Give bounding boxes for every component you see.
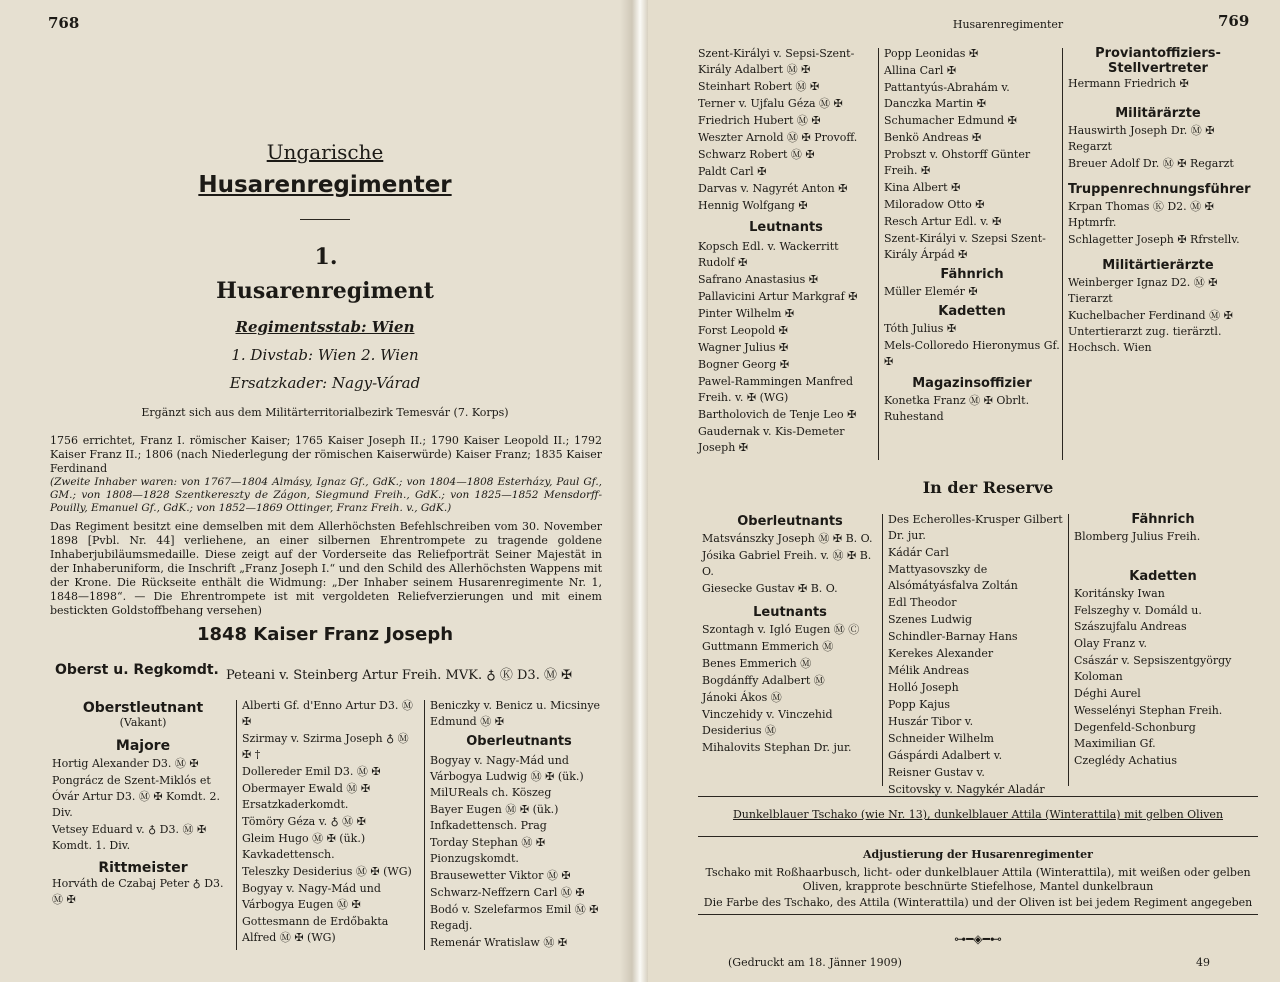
entry: Bogyay v. Nagy-Mád und Várbogya Eugen Ⓜ ✠ <box>242 882 381 911</box>
entry: Allina Carl ✠ <box>884 64 957 77</box>
divider <box>300 219 350 220</box>
h-militaertieraerzte: Militärtierärzte <box>1102 258 1214 273</box>
history-text: 1756 errichtet, Franz I. römischer Kaiser; 1765 Kaiser Joseph II.; 1790 Kaiser Leopold II.; 1792 Kaiser Franz II.; 1806 (nach Niederlegung der römischen Kaiserwürde) Kaiser Franz; 1835 Kaiser Ferdinand <box>50 434 602 475</box>
col-rule <box>424 700 425 950</box>
entry: Schwarz Robert Ⓜ ✠ <box>698 148 815 161</box>
h-majore: Majore <box>115 738 171 754</box>
entry: Probszt v. Ohstorff Günter Freih. ✠ <box>884 148 1031 177</box>
entry: Müller Elemér ✠ <box>884 285 978 298</box>
entry: Bogyay v. Nagy-Mád und Várbogya Ludwig Ⓜ ✠ (ük.) MilUReals ch. Köszeg <box>430 754 584 799</box>
h-rittmeister: Rittmeister <box>98 860 188 876</box>
col-rule <box>878 48 879 460</box>
entry: Forst Leopold ✠ <box>698 324 788 337</box>
entry: Popp Kajus <box>888 698 951 711</box>
entry: Schlagetter Joseph ✠ Rfrstellv. <box>1068 233 1240 246</box>
entry: Popp Leonidas ✠ <box>884 47 979 60</box>
entry: Szent-Királyi v. Szepsi Szent-Király Árpád ✠ <box>884 232 1046 261</box>
h-faehnrich: Fähnrich <box>940 267 1004 282</box>
entry: Guttmann Emmerich Ⓜ <box>702 640 834 653</box>
h-res-faehnrich: Fähnrich <box>1131 512 1195 527</box>
vakant: (Vakant) <box>119 716 167 729</box>
entry: Des Echerolles-Krusper Gilbert Dr. jur. <box>888 513 1063 542</box>
divider <box>698 914 1258 915</box>
major-2: Pongrácz de Szent-Miklós et Óvár Artur D3. Ⓜ ✠ Komdt. 2. Div. <box>52 774 220 819</box>
regimentsstab: Regimentsstab: Wien <box>235 318 415 336</box>
inhaber-text: (Zweite Inhaber waren: von 1767—1804 Almásy, Ignaz Gf., GdK.; von 1804—1808 Esterházy, Paul Gf., GM.; von 1808—1828 Szentkereszty de Zágon, Siegmund Freih., GdK.; von 1825—1852 Mensdorff-Pouilly, Emanuel Gf., GdK.; von 1852—1869 Ottinger, Franz Freih. v., GdK.) <box>50 476 602 514</box>
entry: Hauswirth Joseph Dr. Ⓜ ✠ Regarzt <box>1068 124 1215 153</box>
col-staff <box>52 700 234 909</box>
entry: Schindler-Barnay Hans <box>888 630 1018 643</box>
entry: Weszter Arnold Ⓜ ✠ Provoff. <box>698 131 858 144</box>
adjustierung-title: Adjustierung der Husarenregimenter <box>863 848 1093 861</box>
h-oberstleutnant: Oberstleutnant <box>82 700 204 716</box>
entry: Teleszky Desiderius Ⓜ ✠ (WG) <box>242 865 412 878</box>
heading-ungarische: Ungarische <box>266 140 384 164</box>
entry: Benes Emmerich Ⓜ <box>702 657 812 670</box>
entry: Breuer Adolf Dr. Ⓜ ✠ Regarzt <box>1068 157 1234 170</box>
oberst-value: Peteani v. Steinberg Artur Freih. MVK. ♁ Ⓚ D3. Ⓜ ✠ <box>226 668 572 683</box>
sheet-number: 49 <box>1196 956 1210 969</box>
entry: Gáspárdi Adalbert v. <box>888 749 1003 762</box>
entry: Bayer Eugen Ⓜ ✠ (ük.) Infkadettensch. Prag <box>430 803 559 832</box>
entry: Kerekes Alexander <box>888 647 994 660</box>
entry: Terner v. Ujfalu Géza Ⓜ ✠ <box>698 97 843 110</box>
entry: Szirmay v. Szirma Joseph ♁ Ⓜ ✠ † <box>242 732 409 761</box>
col-b <box>884 46 1060 426</box>
h-kadetten: Kadetten <box>938 304 1006 319</box>
h-militaeraerzte: Militärärzte <box>1115 106 1201 121</box>
ergaenzt-text: Ergänzt sich aus dem Militärterritorialbezirk Temesvár (7. Korps) <box>141 406 509 419</box>
entry: Resch Artur Edl. v. ✠ <box>884 215 1002 228</box>
entry: Wesselényi Stephan Freih. <box>1074 704 1223 717</box>
entry: Safrano Anastasius ✠ <box>698 273 819 286</box>
entry: Schumacher Edmund ✠ <box>884 114 1017 127</box>
entry: Mélik Andreas <box>888 664 970 677</box>
entry: Szent-Királyi v. Sepsi-Szent-Király Adalbert Ⓜ ✠ <box>698 47 855 76</box>
entry: Pattantyús-Abrahám v. Danczka Martin ✠ <box>884 81 1010 110</box>
entry: Szenes Ludwig <box>888 613 972 626</box>
entry: Matsvánszky Joseph Ⓜ ✠ B. O. <box>702 532 873 545</box>
entry: Gaudernak v. Kis-Demeter Joseph ✠ <box>698 425 845 454</box>
col-oberleutnants <box>430 698 608 952</box>
col-rule <box>1062 48 1063 460</box>
entry: Giesecke Gustav ✠ B. O. <box>702 582 838 595</box>
entry: Scitovsky v. Nagykér Aladár <box>888 783 1045 796</box>
h-proviant: Proviantoffiziers-Stellvertreter <box>1095 46 1221 76</box>
entry: Bodó v. Szelefarmos Emil Ⓜ ✠ Regadj. <box>430 903 599 932</box>
entry: Wagner Julius ✠ <box>698 341 789 354</box>
ornament: ⊶━◈━⊷ <box>954 932 1002 946</box>
entry: Olay Franz v. <box>1074 637 1148 650</box>
entry: Tömöry Géza v. ♁ Ⓜ ✠ <box>242 815 366 828</box>
entry: Pallavicini Artur Markgraf ✠ <box>698 290 858 303</box>
regiment-title: Husarenregiment <box>216 278 434 304</box>
entry: Schwarz-Neffzern Carl Ⓜ ✠ <box>430 886 585 899</box>
h-magazinsoffizier: Magazinsoffizier <box>912 376 1032 391</box>
entry: Déghi Aurel <box>1074 687 1141 700</box>
h-truppenrechnungsfuehrer: Truppenrechnungsführer <box>1068 182 1251 197</box>
entry: Pinter Wilhelm ✠ <box>698 307 795 320</box>
major-3: Vetsey Eduard v. ♁ D3. Ⓜ ✠ Komdt. 1. Div. <box>52 823 207 852</box>
entry: Bogdánffy Adalbert Ⓜ <box>702 674 825 687</box>
adjustierung-note: Die Farbe des Tschako, des Attila (Winterattila) und der Oliven ist bei jedem Regiment angegeben <box>703 896 1253 909</box>
h-oberleutnants: Oberleutnants <box>466 734 572 749</box>
entry: Steinhart Robert Ⓜ ✠ <box>698 80 820 93</box>
entry: Koritánsky Iwan <box>1074 587 1165 600</box>
entry: Dollereder Emil D3. Ⓜ ✠ <box>242 765 381 778</box>
col-rule <box>1068 514 1069 786</box>
entry: Czeglédy Achatius <box>1074 754 1177 767</box>
col-a <box>698 46 874 457</box>
entry: Mattyasovszky de Alsómátyásfalva Zoltán <box>888 563 1018 592</box>
h-res-leutnants: Leutnants <box>753 605 827 620</box>
year-title: 1848 Kaiser Franz Joseph <box>196 624 454 645</box>
entry: Beniczky v. Benicz u. Micsinye Edmund Ⓜ ✠ <box>430 699 601 728</box>
entry: Friedrich Hubert Ⓜ ✠ <box>698 114 821 127</box>
ersatzkader: Ersatzkader: Nagy-Várad <box>229 374 421 392</box>
oberst-label: Oberst u. Regkomdt. <box>55 662 219 678</box>
entry: Benkö Andreas ✠ <box>884 131 982 144</box>
entry: Schneider Wilhelm <box>888 732 994 745</box>
divstab: 1. Divstab: Wien 2. Wien <box>231 346 419 364</box>
reserve-col-a <box>702 514 878 757</box>
entry: Darvas v. Nagyrét Anton ✠ <box>698 182 848 195</box>
entry: Miloradow Otto ✠ <box>884 198 985 211</box>
reserve-col-c <box>1074 512 1252 770</box>
entry: Mels-Colloredo Hieronymus Gf. ✠ <box>884 339 1060 368</box>
entry: Tóth Julius ✠ <box>884 322 957 335</box>
entry: Kopsch Edl. v. Wackerritt Rudolf ✠ <box>698 240 839 269</box>
heading-husarenregimenter: Husarenregimenter <box>198 172 452 198</box>
entry: Brausewetter Viktor Ⓜ ✠ <box>430 869 571 882</box>
adjustierung-text: Tschako mit Roßhaarbusch, licht- oder dunkelblauer Attila (Winterattila), mit weißen oder gelben Oliven, krapprote beschnürte Stiefelhose, Mantel dunkelbraun <box>705 866 1251 893</box>
entry: Kádár Carl <box>888 546 949 559</box>
regiment-number: 1. <box>314 244 338 270</box>
entry: Kuchelbacher Ferdinand Ⓜ ✠ Untertierarzt zug. tierärztl. Hochsch. Wien <box>1068 309 1233 354</box>
entry: Gleim Hugo Ⓜ ✠ (ük.) Kavkadettensch. <box>242 832 366 861</box>
divider <box>698 796 1258 797</box>
entry: Blomberg Julius Freih. <box>1074 530 1201 543</box>
entry: Jánoki Ákos Ⓜ <box>702 691 782 704</box>
entry: Mihalovits Stephan Dr. jur. <box>702 741 852 754</box>
entry: Huszár Tibor v. <box>888 715 974 728</box>
col-rule <box>882 514 883 786</box>
entry: Hermann Friedrich ✠ <box>1068 77 1189 90</box>
page-number-left: 768 <box>48 14 80 32</box>
col-c <box>1068 46 1251 357</box>
entry: Reisner Gustav v. <box>888 766 985 779</box>
left-page <box>0 0 632 982</box>
entry: Remenár Wratislaw Ⓜ ✠ <box>430 936 568 949</box>
entry: Felszeghy v. Domáld u. Szászujfalu Andreas <box>1074 604 1202 633</box>
reserve-title: In der Reserve <box>922 478 1054 497</box>
col-rule <box>236 700 237 950</box>
entry: Alberti Gf. d'Enno Artur D3. Ⓜ ✠ <box>242 699 413 728</box>
right-page <box>648 0 1280 982</box>
entry: Császár v. Sepsiszentgyörgy Koloman <box>1074 654 1232 683</box>
entry: Jósika Gabriel Freih. v. Ⓜ ✠ B. O. <box>702 549 872 578</box>
divider <box>698 836 1258 837</box>
entry: Obermayer Ewald Ⓜ ✠ Ersatzkaderkomdt. <box>242 782 371 811</box>
h-leutnants: Leutnants <box>749 220 823 235</box>
entry: Gottesmann de Erdőbakta Alfred Ⓜ ✠ (WG) <box>242 915 389 944</box>
h-res-kadetten: Kadetten <box>1129 569 1197 584</box>
entry: Konetka Franz Ⓜ ✠ Obrlt. Ruhestand <box>884 394 1030 423</box>
entry: Torday Stephan Ⓜ ✠ Pionzugskomdt. <box>430 836 546 865</box>
entry: Pawel-Rammingen Manfred Freih. v. ✠ (WG) <box>698 375 854 404</box>
medaille-text: Das Regiment besitzt eine demselben mit dem Allerhöchsten Befehlschreiben vom 30. November 1898 [Pvbl. Nr. 44] verliehene, an einer silbernen Ehrentrompete zu tragende goldene Inhaberjubiläumsmedaille. Diese zeigt auf der Vorderseite das Reliefporträt Seiner Majestät in der Inhaberuniform, die Inschrift „Franz Joseph I.“ und den Schild des Allerhöchsten Wappens mit der Krone. Die Rückseite enthält die Widmung: „Der Inhaber seinem Husarenregimente Nr. 1, 1848—1898“. — Die Ehrentrompete ist mit vergoldeten Reliefverzierungen und mit einem bestickten Goldstoffbehang versehen) <box>50 520 602 617</box>
entry: Weinberger Ignaz D2. Ⓜ ✠ Tierarzt <box>1068 276 1218 305</box>
uniform-line: Dunkelblauer Tschako (wie Nr. 13), dunkelblauer Attila (Winterattila) mit gelben Oliven <box>732 808 1224 821</box>
page-number-right: 769 <box>1218 12 1250 30</box>
printed-date: (Gedruckt am 18. Jänner 1909) <box>728 956 902 969</box>
entry: Kina Albert ✠ <box>884 181 961 194</box>
running-header: Husarenregimenter <box>952 18 1064 31</box>
entry: Vinczehidy v. Vinczehid Desiderius Ⓜ <box>702 708 833 737</box>
entry: Hennig Wolfgang ✠ <box>698 199 808 212</box>
entry: Paldt Carl ✠ <box>698 165 767 178</box>
entry: Szontagh v. Igló Eugen Ⓜ Ⓒ <box>702 623 860 636</box>
entry: Holló Joseph <box>888 681 959 694</box>
entry: Krpan Thomas Ⓚ D2. Ⓜ ✠ Hptmrfr. <box>1068 200 1214 229</box>
reserve-col-b <box>888 512 1064 799</box>
entry: Bogner Georg ✠ <box>698 358 790 371</box>
entry: Bartholovich de Tenje Leo ✠ <box>698 408 857 421</box>
col-rittmeister <box>242 698 420 947</box>
entry: Degenfeld-Schonburg Maximilian Gf. <box>1074 721 1196 750</box>
h-res-oberleutnants: Oberleutnants <box>737 514 843 529</box>
ritt-1: Horváth de Czabaj Peter ♁ D3. Ⓜ ✠ <box>52 877 224 906</box>
major-1: Hortig Alexander D3. Ⓜ ✠ <box>52 757 199 770</box>
entry: Edl Theodor <box>888 596 957 609</box>
